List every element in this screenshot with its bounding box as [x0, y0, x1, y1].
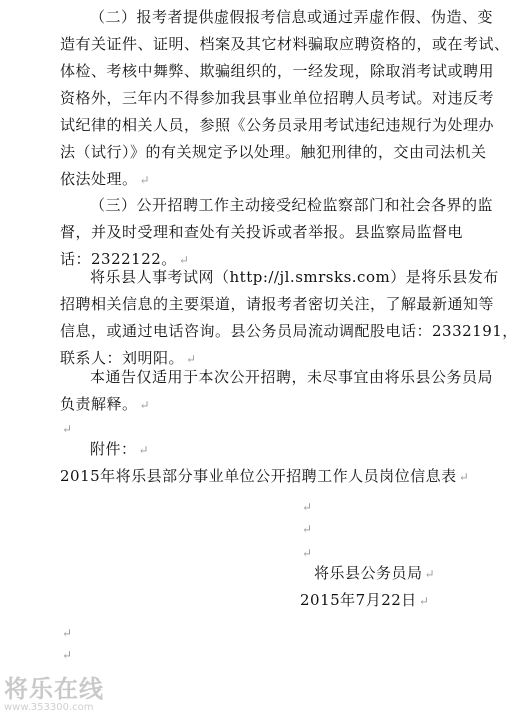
issue-date: 2015年7月22日 ↵ [300, 591, 430, 609]
text-line: 法（试行）》的有关规定予以处理。触犯刑律的，交由司法机关 [60, 143, 487, 161]
text-line: 话：2322122。 ↵ [60, 250, 190, 268]
paragraph-interpretation [60, 364, 510, 418]
empty-line [300, 496, 312, 516]
attachment-section [60, 436, 510, 490]
paragraph-mark: ↵ [139, 173, 151, 187]
text-line: 资格外，三年内不得参加我县事业单位招聘人员考试。对违反考 [60, 89, 495, 107]
text-line: 依法处理。 ↵ [60, 170, 151, 188]
text-line: （二）报考者提供虚假报考信息或通过弄虚作假、伪造、变 [90, 8, 494, 26]
empty-line [60, 622, 72, 642]
paragraph-mark: ↵ [138, 443, 150, 457]
text-line: 联系人：刘明阳。 ↵ [60, 349, 197, 367]
text-line: 造有关证件、证明、档案及其它材料骗取应聘资格的，或在考试、 [60, 35, 510, 53]
empty-line [300, 518, 312, 538]
text-line: （三）公开招聘工作主动接受纪检监察部门和社会各界的监 [90, 196, 494, 214]
paragraph-mark: ↵ [62, 626, 73, 640]
watermark-logo: 将乐在线 [4, 675, 104, 703]
paragraph-mark: ↵ [458, 470, 470, 484]
text-line: 体检、考核中舞弊、欺骗组织的，一经发现，除取消考试或聘用 [60, 62, 495, 80]
empty-line [300, 542, 312, 562]
attachment-title: 2015年将乐县部分事业单位公开招聘工作人员岗位信息表 ↵ [60, 467, 470, 485]
site-watermark [4, 676, 104, 714]
paragraph-violations [60, 4, 510, 193]
text-line: 招聘相关信息的主要渠道，请报考者密切关注，了解最新通知等 [60, 295, 495, 313]
text-line: 督，并及时受理和查处有关投诉或者举报。县监察局监督电 [60, 223, 464, 241]
paragraph-mark: ↵ [186, 352, 197, 366]
empty-line [60, 418, 72, 438]
paragraph-mark: ↵ [302, 500, 313, 514]
paragraph-supervision [60, 192, 510, 273]
paragraph-mark: ↵ [418, 594, 430, 608]
paragraph-mark: ↵ [424, 567, 436, 581]
paragraph-website [60, 264, 518, 372]
text-line: 信息，或通过电话咨询。县公务员局流动调配股电话：2332191， [60, 322, 518, 340]
text-line: 试纪律的相关人员，参照《公务员录用考试违纪违规行为处理办 [60, 116, 495, 134]
watermark-url: www.353300.com [4, 702, 94, 713]
signature-block [300, 560, 435, 614]
attachment-label: 附件： ↵ [90, 440, 150, 458]
paragraph-mark: ↵ [62, 648, 73, 662]
text-line: 将乐县人事考试网（http://jl.smrsks.com）是将乐县发布 [90, 268, 499, 286]
paragraph-mark: ↵ [178, 253, 190, 267]
paragraph-mark: ↵ [302, 522, 313, 536]
paragraph-mark: ↵ [139, 398, 151, 412]
paragraph-mark: ↵ [302, 546, 313, 560]
empty-line [60, 644, 72, 664]
paragraph-mark: ↵ [62, 422, 73, 436]
text-line: 本通告仅适用于本次公开招聘，未尽事宜由将乐县公务员局 [90, 368, 494, 386]
issuer-name: 将乐县公务员局 ↵ [314, 564, 436, 582]
text-line: 负责解释。 ↵ [60, 395, 151, 413]
